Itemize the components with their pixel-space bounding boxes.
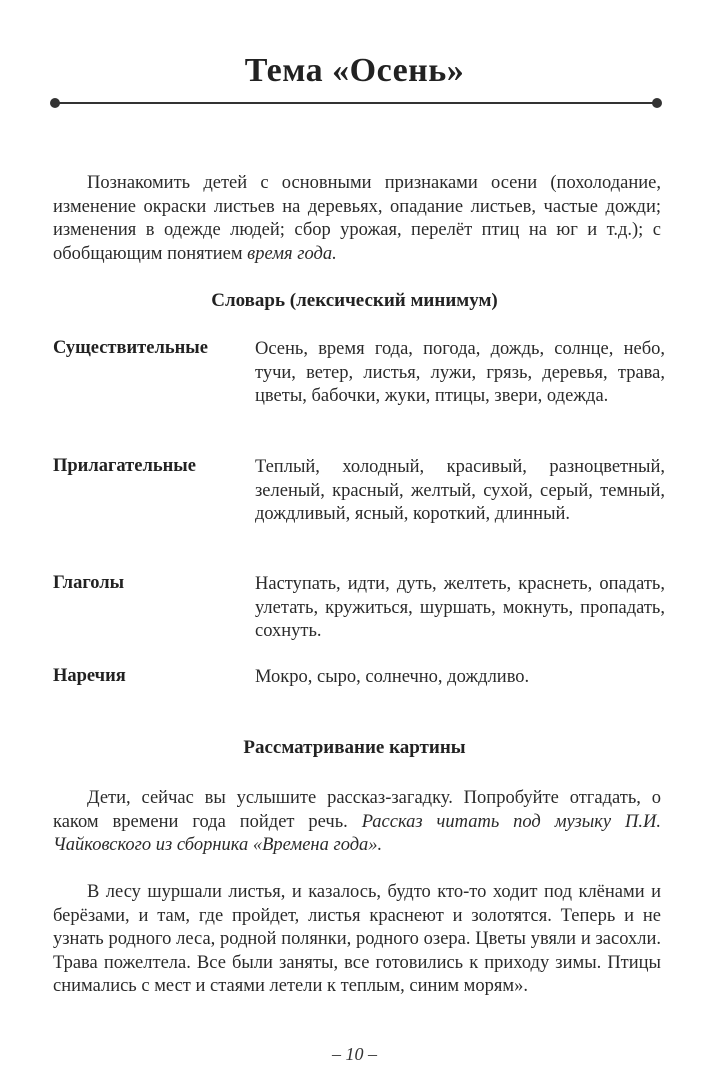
vocab-term-adverbs: Наречия	[53, 666, 126, 686]
picture-intro-text: Дети, сейчас вы услышите рассказ-загадку. Попробуйте отгадать, о каком времени года пойдет речь.	[53, 788, 661, 832]
vocab-term-adjectives: Прилагательные	[53, 456, 196, 476]
vocab-words-adjectives: Теплый, холодный, красивый, разноцветный, зеленый, красный, желтый, сухой, серый, темный, дождливый, ясный, короткий, длинный.	[255, 457, 665, 524]
picture-intro-emphasis: Рассказ читать под музыку П.И. Чайковского из сборника «Времена года».	[53, 811, 661, 855]
intro-paragraph	[53, 172, 661, 266]
vocab-term-nouns: Существительные	[53, 338, 208, 358]
page-title: Тема «Осень»	[244, 52, 465, 89]
story-paragraph: В лесу шуршали листья, и казалось, будто кто-то ходит под клёнами и берёзами, и там, где пройдет, листья краснеют и золотятся. Теперь и не узнать родного леса, родной полянки, родного озера. Цветы увяли и засохли. Трава пожелтела. Все были заняты, все готовились к приходу зимы. Птицы снимались с мест и стаями летели к теплым, синим морям».	[53, 882, 661, 996]
vocab-words-nouns: Осень, время года, погода, дождь, солнце, небо, тучи, ветер, листья, лужи, грязь, деревья, трава, цветы, бабочки, жуки, птицы, звери, одежда.	[255, 339, 665, 406]
vocab-words-adverbs: Мокро, сыро, солнечно, дождливо.	[255, 667, 530, 687]
vocab-heading: Словарь (лексический минимум)	[211, 290, 498, 311]
divider-dot-right	[652, 98, 662, 108]
picture-heading: Рассматривание картины	[243, 737, 466, 758]
intro-text: Познакомить детей с основными признаками осени (похолодание, изменение окраски листьев на деревьях, опадание листьев, частые дожди; изменения в одежде людей; сбор урожая, перелёт птиц на юг и т.д.); с обобщающим понятием	[53, 173, 661, 264]
vocab-words-verbs: Наступать, идти, дуть, желтеть, краснеть, опадать, улетать, кружиться, шуршать, мокнуть, пропадать, сохнуть.	[255, 574, 665, 641]
title-divider	[50, 98, 662, 110]
page-number: – 10 –	[332, 1044, 377, 1064]
picture-intro-paragraph	[53, 787, 661, 858]
vocab-term-verbs: Глаголы	[53, 573, 125, 593]
divider-dot-left	[50, 98, 60, 108]
intro-emphasis: время года.	[247, 243, 337, 264]
divider-line	[56, 102, 656, 104]
